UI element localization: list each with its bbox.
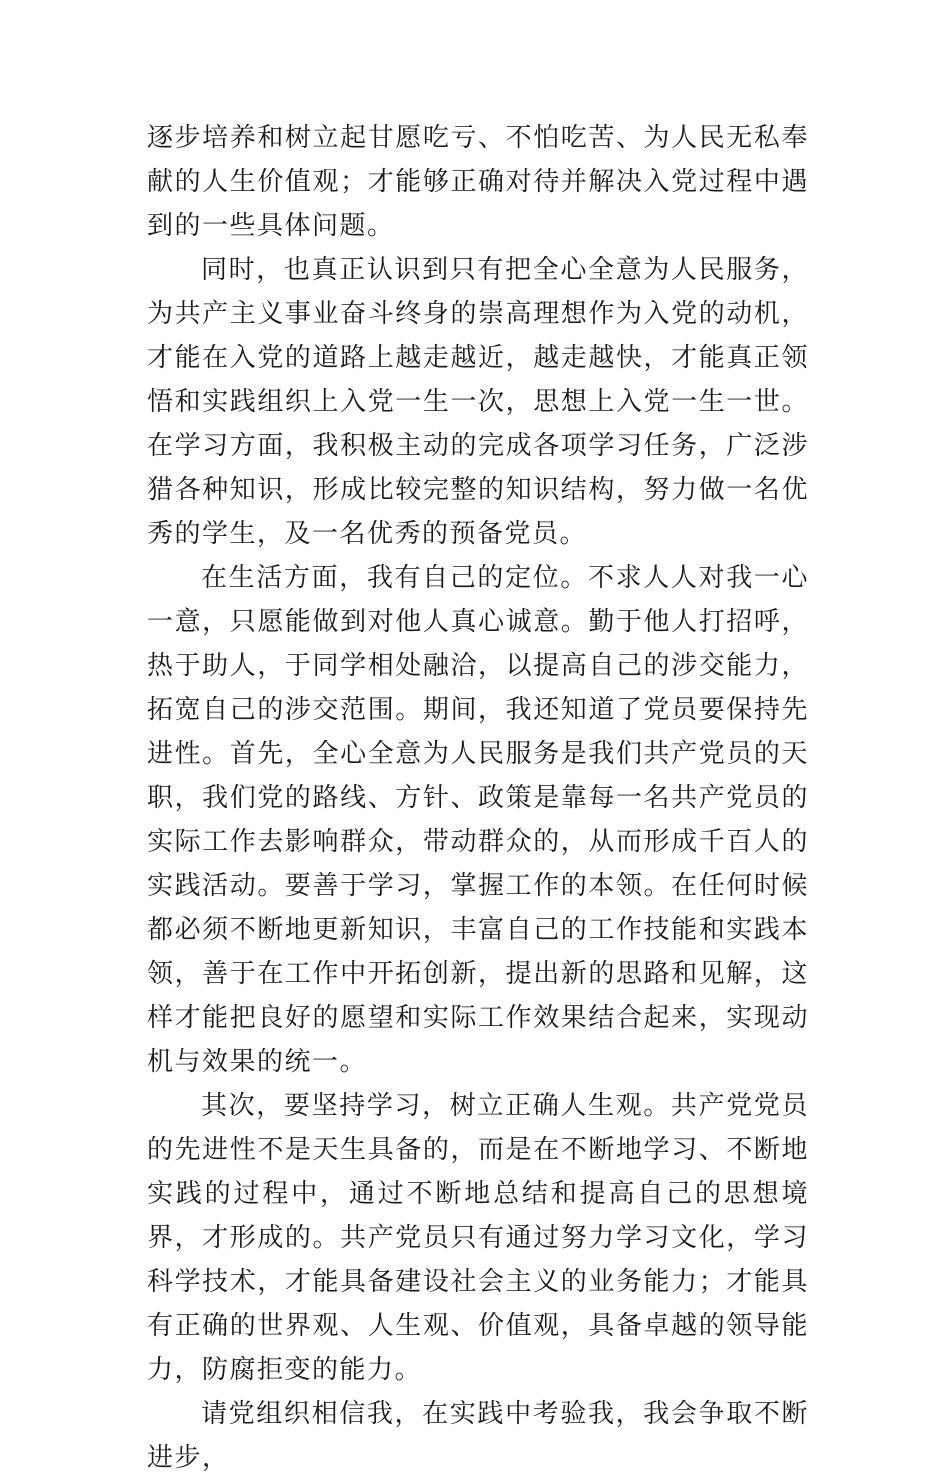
paragraph-life: 在生活方面，我有自己的定位。不求人人对我一心一意，只愿能做到对他人真心诚意。勤于他人打招呼，热于助人，于同学相处融洽，以提高自己的涉交能力，拓宽自己的涉交范围。期间，我还知道了党员要保持先进性。首先，全心全意为人民服务是我们共产党员的天职，我们党的路线、方针、政策是靠每一名共产党员的实际工作去影响群众，带动群众的，从而形成千百人的实践活动。要善于学习，掌握工作的本领。在任何时候都必须不断地更新知识，丰富自己的工作技能和实践本领，善于在工作中开拓创新，提出新的思路和见解，这样才能把良好的愿望和实际工作效果结合起来，实现动机与效果的统一。 (147, 563, 809, 1077)
document-body (147, 116, 809, 1480)
paragraph-continuation: 逐步培养和树立起甘愿吃亏、不怕吃苦、为人民无私奉献的人生价值观；才能够正确对待并解决入党过程中遇到的一些具体问题。 (147, 123, 809, 241)
paragraph-closing: 请党组织相信我，在实践中考验我，我会争取不断进步， (147, 1399, 809, 1473)
paragraph-study: 其次，要坚持学习，树立正确人生观。共产党党员的先进性不是天生具备的，而是在不断地学习、不断地实践的过程中，通过不断地总结和提高自己的思想境界，才形成的。共产党员只有通过努力学习文化，学习科学技术，才能具备建设社会主义的业务能力；才能具有正确的世界观、人生观、价值观，具备卓越的领导能力，防腐拒变的能力。 (147, 1091, 809, 1385)
paragraph-motivation: 同时，也真正认识到只有把全心全意为人民服务，为共产主义事业奋斗终身的崇高理想作为入党的动机，才能在入党的道路上越走越近，越走越快，才能真正领悟和实践组织上入党一生一次，思想上入党一生一世。 在学习方面，我积极主动的完成各项学习任务，广泛涉猎各种知识，形成比较完整的知识结构，努力做一名优秀的学生，及一名优秀的预备党员。 (147, 255, 809, 549)
